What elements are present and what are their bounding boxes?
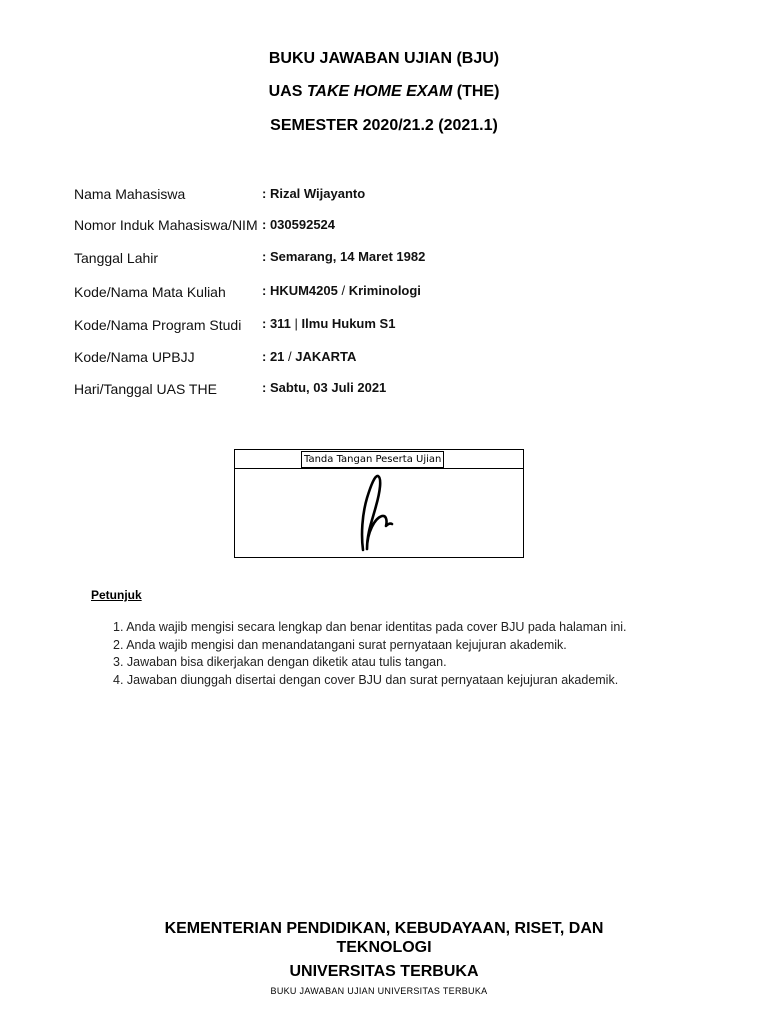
program-studi-name: Ilmu Hukum S1	[301, 316, 396, 331]
program-studi-code: : 311	[262, 316, 291, 331]
label-nim: Nomor Induk Mahasiswa/NIM	[74, 217, 258, 233]
footer-ministry-line1: KEMENTERIAN PENDIDIKAN, KEBUDAYAAN, RISET, DAN	[164, 920, 604, 937]
list-item: 1. Anda wajib mengisi secara lengkap dan benar identitas pada cover BJU pada halaman ini.	[113, 620, 627, 634]
subtitle-suffix: (THE)	[452, 83, 500, 100]
value-mata-kuliah	[262, 282, 421, 300]
upbjj-name: JAKARTA	[295, 349, 357, 364]
label-mata-kuliah: Kode/Nama Mata Kuliah	[74, 284, 226, 300]
footer-university: UNIVERSITAS TERBUKA	[289, 963, 479, 980]
instructions-title: Petunjuk	[91, 588, 142, 602]
list-item: 2. Anda wajib mengisi dan menandatangani surat pernyataan kejujuran akademik.	[113, 637, 567, 652]
mata-kuliah-code: : HKUM4205	[262, 283, 338, 298]
list-item: 3. Jawaban bisa dikerjakan dengan diketik atau tulis tangan.	[113, 655, 447, 669]
doc-subtitle	[0, 82, 768, 102]
value-hari-tanggal: : Sabtu, 03 Juli 2021	[262, 380, 387, 395]
value-nama: : Rizal Wijayanto	[262, 186, 366, 201]
value-upbjj	[262, 348, 356, 366]
signature-label: Tanda Tangan Peserta Ujian	[301, 451, 444, 468]
label-tanggal-lahir: Tanggal Lahir	[74, 250, 159, 266]
footer-ministry-line2: TEKNOLOGI	[336, 939, 432, 956]
subtitle-prefix: UAS	[268, 83, 307, 100]
instructions-list	[113, 619, 627, 689]
doc-title: BUKU JAWABAN UJIAN (BJU)	[268, 50, 500, 67]
mata-kuliah-name: Kriminologi	[348, 283, 421, 298]
label-hari-tanggal: Hari/Tanggal UAS THE	[74, 381, 217, 397]
label-upbjj: Kode/Nama UPBJJ	[74, 349, 195, 365]
mata-kuliah-sep: /	[337, 283, 349, 298]
label-nama: Nama Mahasiswa	[74, 186, 186, 202]
value-program-studi	[262, 315, 395, 333]
label-program-studi: Kode/Nama Program Studi	[74, 317, 242, 333]
value-nim: : 030592524	[262, 217, 336, 232]
program-studi-sep: |	[290, 316, 302, 331]
upbjj-sep: /	[284, 349, 296, 364]
signature-header	[235, 450, 523, 469]
signature-box	[234, 449, 524, 558]
signature-image	[353, 470, 413, 556]
footer-subtitle: BUKU JAWABAN UJIAN UNIVERSITAS TERBUKA	[270, 986, 488, 996]
doc-semester: SEMESTER 2020/21.2 (2021.1)	[270, 117, 498, 134]
subtitle-italic: TAKE HOME EXAM	[306, 83, 453, 100]
list-item: 4. Jawaban diunggah disertai dengan cover BJU dan surat pernyataan kejujuran akademik.	[113, 672, 619, 687]
value-tanggal-lahir: : Semarang, 14 Maret 1982	[262, 249, 426, 264]
upbjj-code: : 21	[262, 349, 285, 364]
